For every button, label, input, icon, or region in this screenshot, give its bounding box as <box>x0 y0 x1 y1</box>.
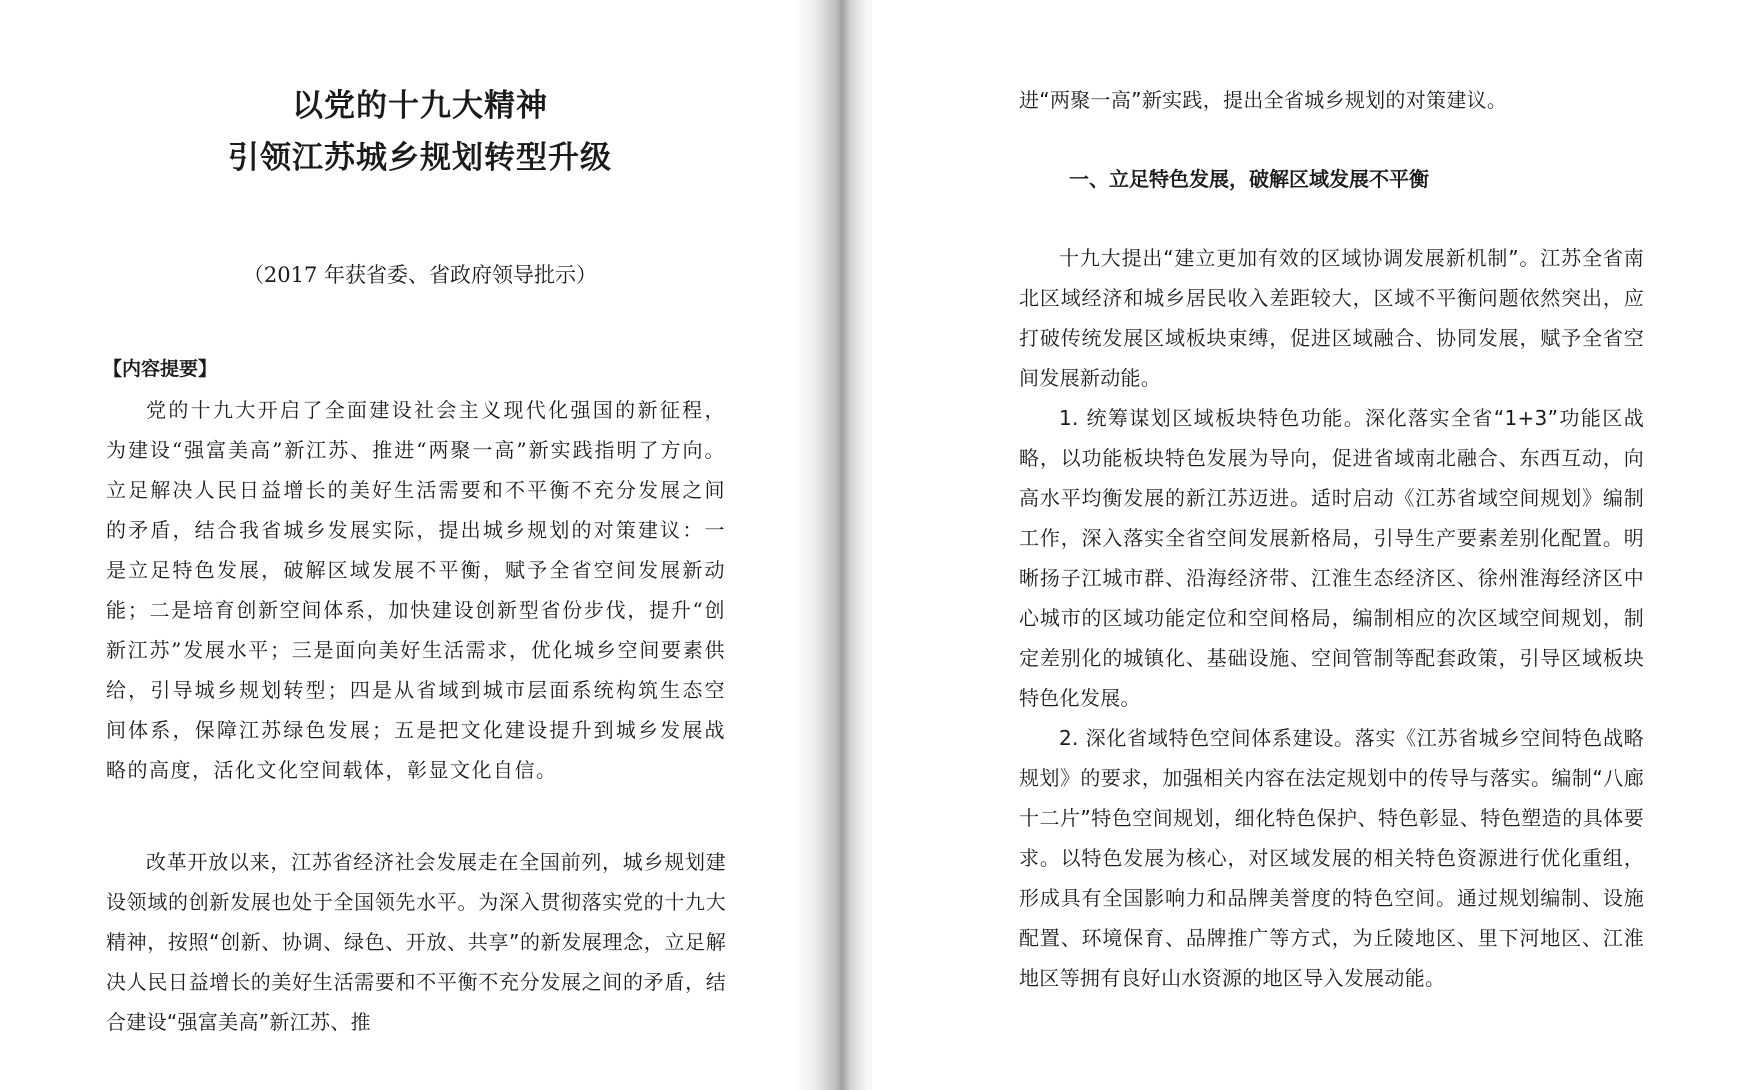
abstract-label: 【内容提要】 <box>103 358 218 380</box>
document-subtitle: （2017 年获省委、省政府领导批示） <box>242 263 598 287</box>
title-line-1: 以党的十九大精神 <box>292 88 548 124</box>
continuation-paragraph: 进“两聚一高”新实践，提出全省城乡规划的对策建议。 <box>1019 88 1508 112</box>
section-paragraph-3: 2. 深化省域特色空间体系建设。落实《江苏省城乡空间特色战略规划》的要求，加强相关内容在法定规划中的传导与落实。编制“八廊十二片”特色空间规划，细化特色保护、特色彰显、特色塑造的具体要求。以特色发展为核心，对区域发展的相关特色资源进行优化重组，形成具有全国影响力和品牌美誉度的特色空间。通过规划编制、设施配置、环境保育、品牌推广等方式，为丘陵地区、里下河地区、江淮地区等拥有良好山水资源的地区导入发展动能。 <box>1019 726 1644 990</box>
abstract-text: 党的十九大开启了全面建设社会主义现代化强国的新征程，为建设“强富美高”新江苏、推进“两聚一高”新实践指明了方向。立足解决人民日益增长的美好生活需要和不平衡不充分发展之间的矛盾，结合我省城乡发展实际，提出城乡规划的对策建议：一是立足特色发展，破解区域发展不平衡，赋予全省空间发展新动能；二是培育创新空间体系，加快建设创新型省份步伐，提升“创新江苏”发展水平；三是面向美好生活需求，优化城乡空间要素供给，引导城乡规划转型；四是从省域到城市层面系统构筑生态空间体系，保障江苏绿色发展；五是把文化建设提升到城乡发展战略的高度，活化文化空间载体，彰显文化自信。 <box>106 398 726 782</box>
section-heading: 一、立足特色发展，破解区域发展不平衡 <box>1069 167 1429 191</box>
title-line-2: 引领江苏城乡规划转型升级 <box>228 140 612 176</box>
section-paragraph-2: 1. 统筹谋划区域板块特色功能。深化落实全省“1+3”功能区战略，以功能板块特色发展为导向，促进省域南北融合、东西互动，向高水平均衡发展的新江苏迈进。适时启动《江苏省域空间规划》编制工作，深入落实全省空间发展新格局，引导生产要素差别化配置。明晰扬子江城市群、沿海经济带、江淮生态经济区、徐州淮海经济区中心城市的区域功能定位和空间格局，编制相应的次区域空间规划，制定差别化的城镇化、基础设施、空间管制等配套政策，引导区域板块特色化发展。 <box>1019 406 1644 710</box>
right-page-content <box>1019 80 1644 998</box>
left-page <box>0 0 808 1090</box>
intro-paragraph: 改革开放以来，江苏省经济社会发展走在全国前列，城乡规划建设领域的创新发展也处于全国领先水平。为深入贯彻落实党的十九大精神，按照“创新、协调、绿色、开放、共享”的新发展理念，立足解决人民日益增长的美好生活需要和不平衡不充分发展之间的矛盾，结合建设“强富美高”新江苏、推 <box>106 850 726 1034</box>
left-page-content <box>103 80 726 1042</box>
document-title <box>106 80 726 184</box>
section-paragraph-1: 十九大提出“建立更加有效的区域协调发展新机制”。江苏全省南北区域经济和城乡居民收入差距较大，区域不平衡问题依然突出，应打破传统发展区域板块束缚，促进区域融合、协同发展，赋予全省空间发展新动能。 <box>1019 246 1644 390</box>
